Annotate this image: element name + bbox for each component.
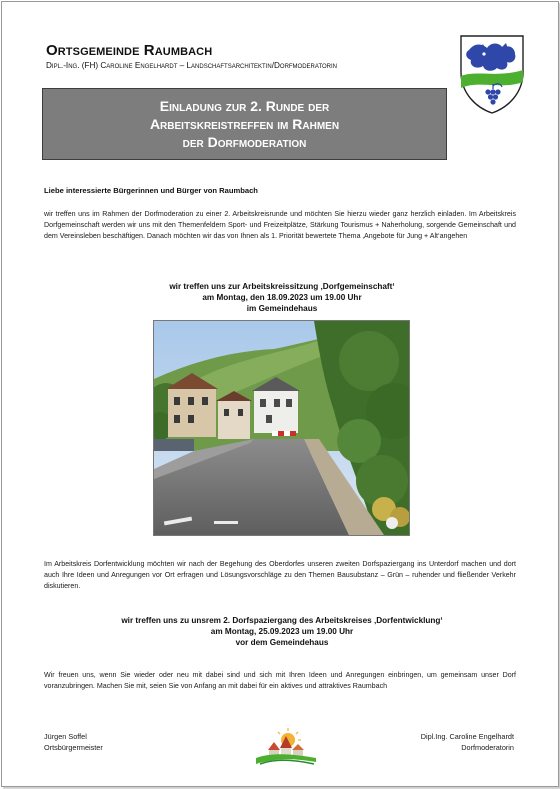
intro-paragraph: wir treffen uns im Rahmen der Dorfmoderation zu einer 2. Arbeitskreisrunde und möchten Sie hierzu wieder ganz herzlich einladen. Im Arbeitskreis Dorfgemeinschaft werden wir uns mit den Themenfeldern Sport- und Freizeitplätze, Stärkung Tourismus + Naherholung, sorgende Gemeinschaft und dem Vereinsleben beschäftigen. Danach möchten wir das von Ihnen als 1. Priorität bewertete Thema ‚Angebote für Jung + Alt‘angehen	[44, 210, 516, 240]
moderator-subtitle: Dipl.-Ing. (FH) Caroline Engelhardt – Landschaftsarchitektin/Dorfmoderatorin	[46, 61, 338, 70]
document-page	[1, 1, 559, 787]
banner-line-3: der Dorfmoderation	[182, 134, 307, 150]
meeting-2-line-1: wir treffen uns zu unsrem 2. Dorfspaziergang des Arbeitskreises ‚Dorfentwicklung‘	[121, 616, 443, 625]
greeting: Liebe interessierte Bürgerinnen und Bürger von Raumbach	[44, 186, 258, 195]
banner-line-2: Arbeitskreistreffen im Rahmen	[149, 116, 340, 132]
signature-left	[44, 731, 103, 753]
village-logo-icon	[254, 724, 318, 766]
moderator-name: Dipl.Ing. Caroline Engelhardt	[420, 732, 514, 741]
coat-of-arms-icon	[457, 32, 527, 116]
meeting-2-location: vor dem Gemeindehaus	[235, 638, 329, 647]
meeting-1-line-1: wir treffen uns zur Arbeitskreissitzung ‚Dorfgemeinschaft‘	[169, 282, 395, 291]
municipality-title: Ortsgemeinde Raumbach	[46, 42, 213, 59]
mayor-name: Jürgen Soffel	[44, 732, 87, 741]
meeting-2-announcement	[62, 615, 502, 648]
village-street-photo	[153, 320, 410, 536]
dorfentwicklung-paragraph: Im Arbeitskreis Dorfentwicklung möchten wir nach der Begehung des Oberdorfes unseren zweiten Dorfspaziergang ins Unterdorf machen und dort auch Ihre Ideen und Anregungen vor Ort erfragen und Lösungsvorschläge zu den Themen Bausubstanz – Grün – ruhender und fließender Verkehr diskutieren.	[44, 560, 516, 590]
moderator-role: Dorfmoderatorin	[461, 743, 514, 752]
meeting-1-announcement	[62, 281, 502, 314]
mayor-role: Ortsbürgermeister	[44, 743, 103, 752]
signature-right	[402, 731, 514, 753]
meeting-1-date: am Montag, den 18.09.2023 um 19.00 Uhr	[202, 293, 362, 302]
closing-paragraph: Wir freuen uns, wenn Sie wieder oder neu mit dabei sind und sich mit Ihren Ideen und Anregungen einbringen, um gemeinsam unser Dorf voranzubringen. Machen Sie mit, seien Sie von Anfang an mit dabei für ein aktives und attraktives Raumbach	[44, 671, 516, 690]
banner-line-1: Einladung zur 2. Runde der	[159, 98, 330, 114]
meeting-1-location: im Gemeindehaus	[246, 304, 318, 313]
invitation-banner	[42, 88, 447, 160]
meeting-2-date: am Montag, 25.09.2023 um 19.00 Uhr	[210, 627, 354, 636]
